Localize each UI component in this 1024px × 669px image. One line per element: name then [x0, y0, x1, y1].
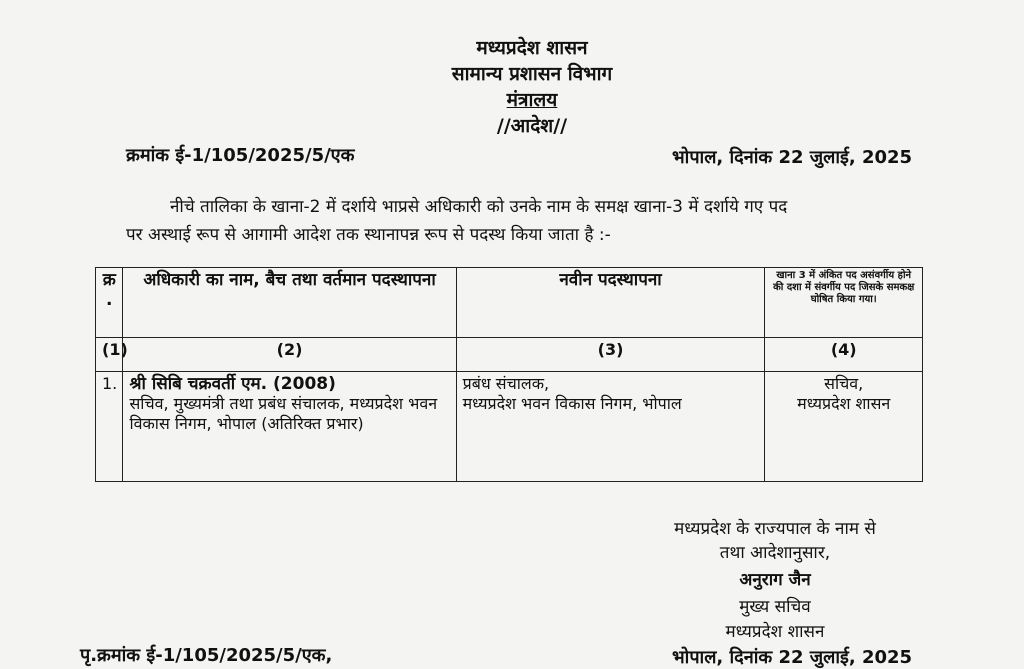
order-date: भोपाल, दिनांक 22 जुलाई, 2025	[672, 147, 913, 168]
signatory-office: मध्यप्रदेश शासन	[725, 622, 825, 642]
column-number-row	[96, 338, 923, 372]
column-number: (1)	[96, 338, 123, 372]
equivalent-post-title: सचिव,	[824, 374, 864, 393]
equivalent-post-cell	[765, 372, 923, 482]
column-number: (4)	[765, 338, 923, 372]
order-heading: //आदेश//	[496, 115, 568, 137]
copy-order-date: भोपाल, दिनांक 22 जुलाई, 2025	[672, 647, 913, 668]
department-name: सामान्य प्रशासन विभाग	[451, 63, 613, 85]
officer-cell	[123, 372, 456, 482]
order-number: क्रमांक ई-1/105/2025/5/एक	[126, 145, 355, 166]
column-number: (3)	[456, 338, 765, 372]
signatory-designation: मुख्य सचिव	[739, 597, 811, 617]
new-posting-title: प्रबंध संचालक,	[462, 374, 550, 393]
signature-line1: मध्यप्रदेश के राज्यपाल के नाम से	[674, 519, 876, 539]
new-posting-org: मध्यप्रदेश भवन विकास निगम, भोपाल	[462, 394, 682, 413]
header-officer: अधिकारी का नाम, बैच तथा वर्तमान पदस्थापना	[123, 268, 456, 338]
signature-line2: तथा आदेशानुसार,	[719, 543, 831, 563]
current-posting: सचिव, मुख्यमंत्री तथा प्रबंध संचालक, मध्यप्रदेश भवन विकास निगम, भोपाल (अतिरिक्त प्रभार)	[129, 394, 438, 433]
order-paragraph-line1: नीचे तालिका के खाना-2 में दर्शाये भाप्रसे अधिकारी को उनके नाम के समक्ष खाना-3 में दर्शाये गए पद	[170, 197, 788, 217]
copy-order-number: पृ.क्रमांक ई-1/105/2025/5/एक,	[80, 645, 333, 666]
govt-name: मध्यप्रदेश शासन	[476, 37, 588, 59]
header-serial: क्र .	[96, 268, 123, 338]
table-header-row	[96, 268, 923, 338]
posting-table	[95, 267, 923, 482]
order-paragraph-line2: पर अस्थाई रूप से आगामी आदेश तक स्थानापन्न रूप से पदस्थ किया जाता है :-	[126, 225, 611, 245]
equivalent-post-org: मध्यप्रदेश शासन	[797, 394, 891, 413]
table-row	[96, 372, 923, 482]
header-equivalent-post: खाना 3 में अंकित पद असंवर्गीय होने की दशा में संवर्गीय पद जिसके समकक्ष घोषित किया गया।	[765, 268, 923, 338]
signatory-name: अनुराग जैन	[739, 570, 811, 590]
ministry-heading: मंत्रालय	[506, 89, 558, 111]
header-new-posting: नवीन पदस्थापना	[456, 268, 765, 338]
new-posting-cell	[456, 372, 765, 482]
column-number: (2)	[123, 338, 456, 372]
serial-number: 1.	[96, 372, 123, 482]
officer-name: श्री सिबि चक्रवर्ती एम. (2008)	[129, 374, 336, 394]
